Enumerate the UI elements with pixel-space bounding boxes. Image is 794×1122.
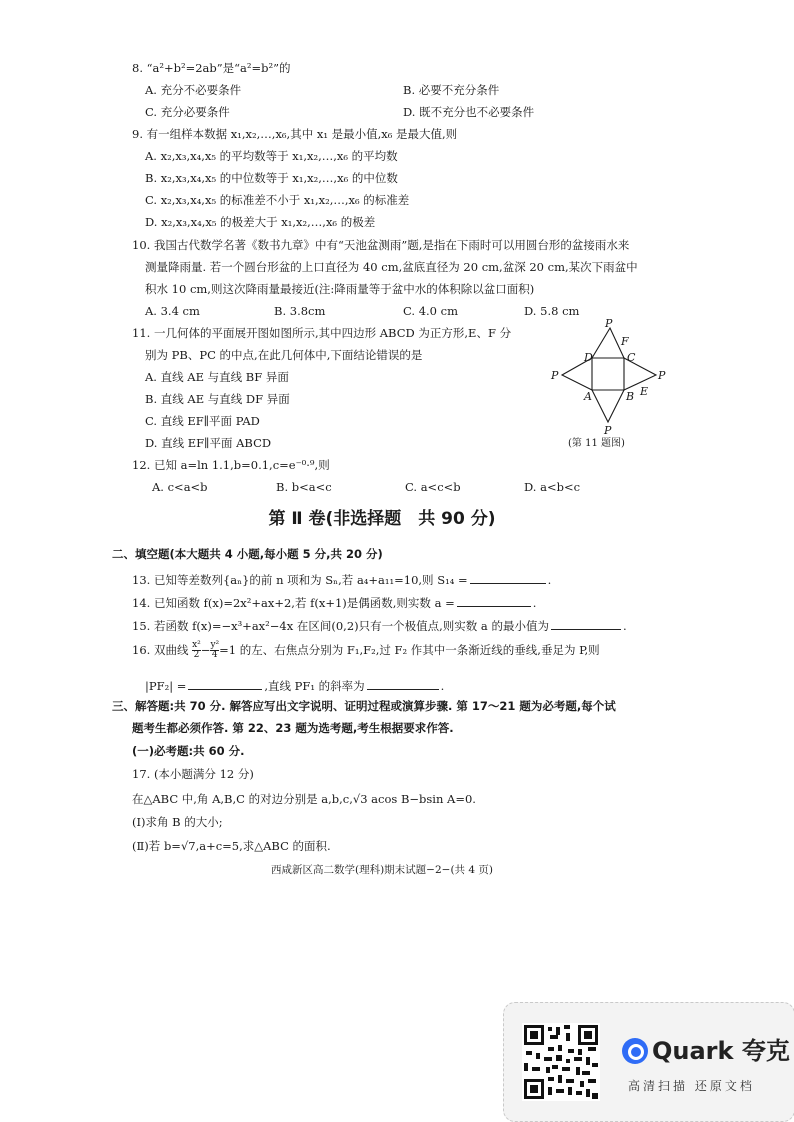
q13 bbox=[132, 571, 551, 588]
q14-period: . bbox=[532, 596, 537, 610]
q16-prefix: 16. 双曲线 bbox=[132, 642, 189, 657]
q17-stem: 在△ABC 中,角 A,B,C 的对边分别是 a,b,c,√3 acos B−bsin A=0. bbox=[132, 792, 476, 806]
q11-option-c: C. 直线 EF∥平面 PAD bbox=[145, 414, 260, 428]
q10-line2: 测量降雨量. 若一个圆台形盆的上口直径为 40 cm,盆底直径为 20 cm,盆深 20 cm,某次下雨盆中 bbox=[145, 260, 638, 274]
q14-text: 14. 已知函数 f(x)=2x²+ax+2,若 f(x+1)是偶函数,则实数 a = bbox=[132, 596, 455, 610]
q15-text: 15. 若函数 f(x)=−x³+ax²−4x 在区间(0,2)只有一个极值点,则实数 a 的最小值为 bbox=[132, 619, 549, 633]
q11-net-figure bbox=[548, 318, 674, 452]
q16-frac-y-num: y² bbox=[210, 640, 220, 650]
q9-option-d: D. x₂,x₃,x₄,x₅ 的极差大于 x₁,x₂,…,x₆ 的极差 bbox=[145, 215, 376, 229]
part2-title: 第 Ⅱ 卷(非选择题 共 90 分) bbox=[268, 509, 496, 529]
q8-option-a: A. 充分不必要条件 bbox=[145, 83, 242, 97]
q11-option-b: B. 直线 AE 与直线 DF 异面 bbox=[145, 392, 290, 406]
label-f: F bbox=[621, 335, 629, 348]
qr-code-icon bbox=[522, 1023, 600, 1101]
q11-option-a: A. 直线 AE 与直线 BF 异面 bbox=[145, 370, 289, 384]
q13-answer-blank[interactable] bbox=[470, 571, 546, 584]
q11-option-d: D. 直线 EF∥平面 ABCD bbox=[145, 436, 272, 450]
q13-period: . bbox=[547, 573, 552, 587]
q9-stem: 9. 有一组样本数据 x₁,x₂,…,x₆,其中 x₁ 是最小值,x₆ 是最大值,则 bbox=[132, 127, 458, 141]
required-section: (一)必考题:共 60 分. bbox=[132, 744, 245, 758]
q14-answer-blank[interactable] bbox=[457, 594, 531, 607]
q16-line1: 16. 双曲线 $\frac{\text{x²}}{2}$ − $\frac{\text{y²}}{4}$ =1 的左、右焦点分别为 F₁,F₂,过 F₂ 作其中一条渐近线的垂线,垂足为 P,则 bbox=[132, 640, 600, 661]
q12-option-d: D. a<b<c bbox=[524, 480, 581, 494]
q9-option-b: B. x₂,x₃,x₄,x₅ 的中位数等于 x₁,x₂,…,x₆ 的中位数 bbox=[145, 171, 398, 185]
q10-line3: 积水 10 cm,则这次降雨量最接近(注:降雨量等于盆中水的体积除以盆口面积) bbox=[145, 282, 535, 296]
q10-option-b: B. 3.8cm bbox=[274, 304, 326, 318]
q12-stem: 12. 已知 a=ln 1.1,b=0.1,c=e⁻⁰·⁹,则 bbox=[132, 458, 330, 472]
q10-line1: 10. 我国古代数学名著《数书九章》中有“天池盆测雨”题,是指在下雨时可以用圆台形的盆接雨水来 bbox=[132, 238, 630, 252]
label-p-right: P bbox=[658, 369, 666, 382]
triangle-top bbox=[592, 328, 624, 358]
q8-stem: 8. “a²+b²=2ab”是“a²=b²”的 bbox=[132, 61, 291, 75]
quark-watermark bbox=[503, 1002, 794, 1122]
label-p-top: P bbox=[605, 318, 613, 330]
q17-part1: (Ⅰ)求角 B 的大小; bbox=[132, 815, 223, 829]
quark-subtitle: 高清扫描 还原文档 bbox=[628, 1079, 755, 1093]
q16-blank-1[interactable] bbox=[188, 677, 262, 690]
q16-frac-y-den: 4 bbox=[211, 650, 218, 661]
quark-brand-text: Quark 夸克 bbox=[652, 1037, 790, 1065]
quark-logo-icon bbox=[622, 1038, 648, 1064]
q11-line2: 别为 PB、PC 的中点,在此几何体中,下面结论错误的是 bbox=[145, 348, 423, 362]
q12-option-a: A. c<a<b bbox=[152, 480, 208, 494]
square-abcd bbox=[592, 358, 624, 390]
q9-option-a: A. x₂,x₃,x₄,x₅ 的平均数等于 x₁,x₂,…,x₆ 的平均数 bbox=[145, 149, 398, 163]
q10-option-d: D. 5.8 cm bbox=[524, 304, 580, 318]
q17-title: 17. (本小题满分 12 分) bbox=[132, 767, 254, 781]
q16-pf2-label: |PF₂| = bbox=[145, 679, 187, 693]
q16-fraction-y bbox=[210, 641, 219, 661]
q16-frac-x-den: 2 bbox=[193, 650, 200, 661]
label-b: B bbox=[626, 390, 635, 403]
q16-suffix: =1 的左、右焦点分别为 F₁,F₂,过 F₂ 作其中一条渐近线的垂线,垂足为 P,则 bbox=[219, 642, 600, 657]
q10-option-c: C. 4.0 cm bbox=[403, 304, 458, 318]
q14 bbox=[132, 594, 536, 611]
quark-brand bbox=[622, 1037, 790, 1066]
q13-text: 13. 已知等差数列{aₙ}的前 n 项和为 Sₙ,若 a₄+a₁₁=10,则 S₁₄ = bbox=[132, 573, 468, 587]
q12-option-b: B. b<a<c bbox=[276, 480, 332, 494]
q11-line1: 11. 一几何体的平面展开图如图所示,其中四边形 ABCD 为正方形,E、F 分 bbox=[132, 326, 512, 340]
triangle-bottom bbox=[592, 390, 624, 422]
page-footer: 西咸新区高二数学(理科)期末试题−2−(共 4 页) bbox=[270, 864, 494, 876]
label-d: D bbox=[584, 351, 593, 364]
q11-figure-caption: (第 11 题图) bbox=[568, 438, 625, 449]
label-c: C bbox=[627, 351, 636, 364]
q12-option-c: C. a<c<b bbox=[405, 480, 461, 494]
q8-option-b: B. 必要不充分条件 bbox=[403, 83, 500, 97]
label-e: E bbox=[640, 385, 649, 398]
q16-line2 bbox=[145, 677, 444, 694]
q15-period: . bbox=[622, 619, 627, 633]
q10-option-a: A. 3.4 cm bbox=[145, 304, 200, 318]
label-p-bottom: P bbox=[604, 424, 612, 437]
q16-fraction-x bbox=[192, 641, 201, 661]
label-p-left: P bbox=[551, 369, 559, 382]
q17-part2: (Ⅱ)若 b=√7,a+c=5,求△ABC 的面积. bbox=[132, 839, 331, 853]
solve-heading-line2: 题考生都必须作答. 第 22、23 题为选考题,考生根据要求作答. bbox=[132, 721, 454, 735]
label-a: A bbox=[584, 390, 592, 403]
q15-answer-blank[interactable] bbox=[551, 617, 621, 630]
q16-frac-x-num: x² bbox=[192, 640, 201, 650]
q16-end: . bbox=[440, 679, 445, 693]
q8-option-d: D. 既不充分也不必要条件 bbox=[403, 105, 535, 119]
solve-heading-line1: 三、解答题:共 70 分. 解答应写出文字说明、证明过程或演算步骤. 第 17～21 题为必考题,每个试 bbox=[112, 699, 616, 713]
q9-option-c: C. x₂,x₃,x₄,x₅ 的标准差不小于 x₁,x₂,…,x₆ 的标准差 bbox=[145, 193, 410, 207]
fill-heading: 二、填空题(本大题共 4 小题,每小题 5 分,共 20 分) bbox=[112, 547, 383, 561]
q16-slope-label: ,直线 PF₁ 的斜率为 bbox=[264, 679, 365, 693]
q8-option-c: C. 充分必要条件 bbox=[145, 105, 230, 119]
q16-blank-2[interactable] bbox=[367, 677, 439, 690]
q15 bbox=[132, 617, 627, 634]
